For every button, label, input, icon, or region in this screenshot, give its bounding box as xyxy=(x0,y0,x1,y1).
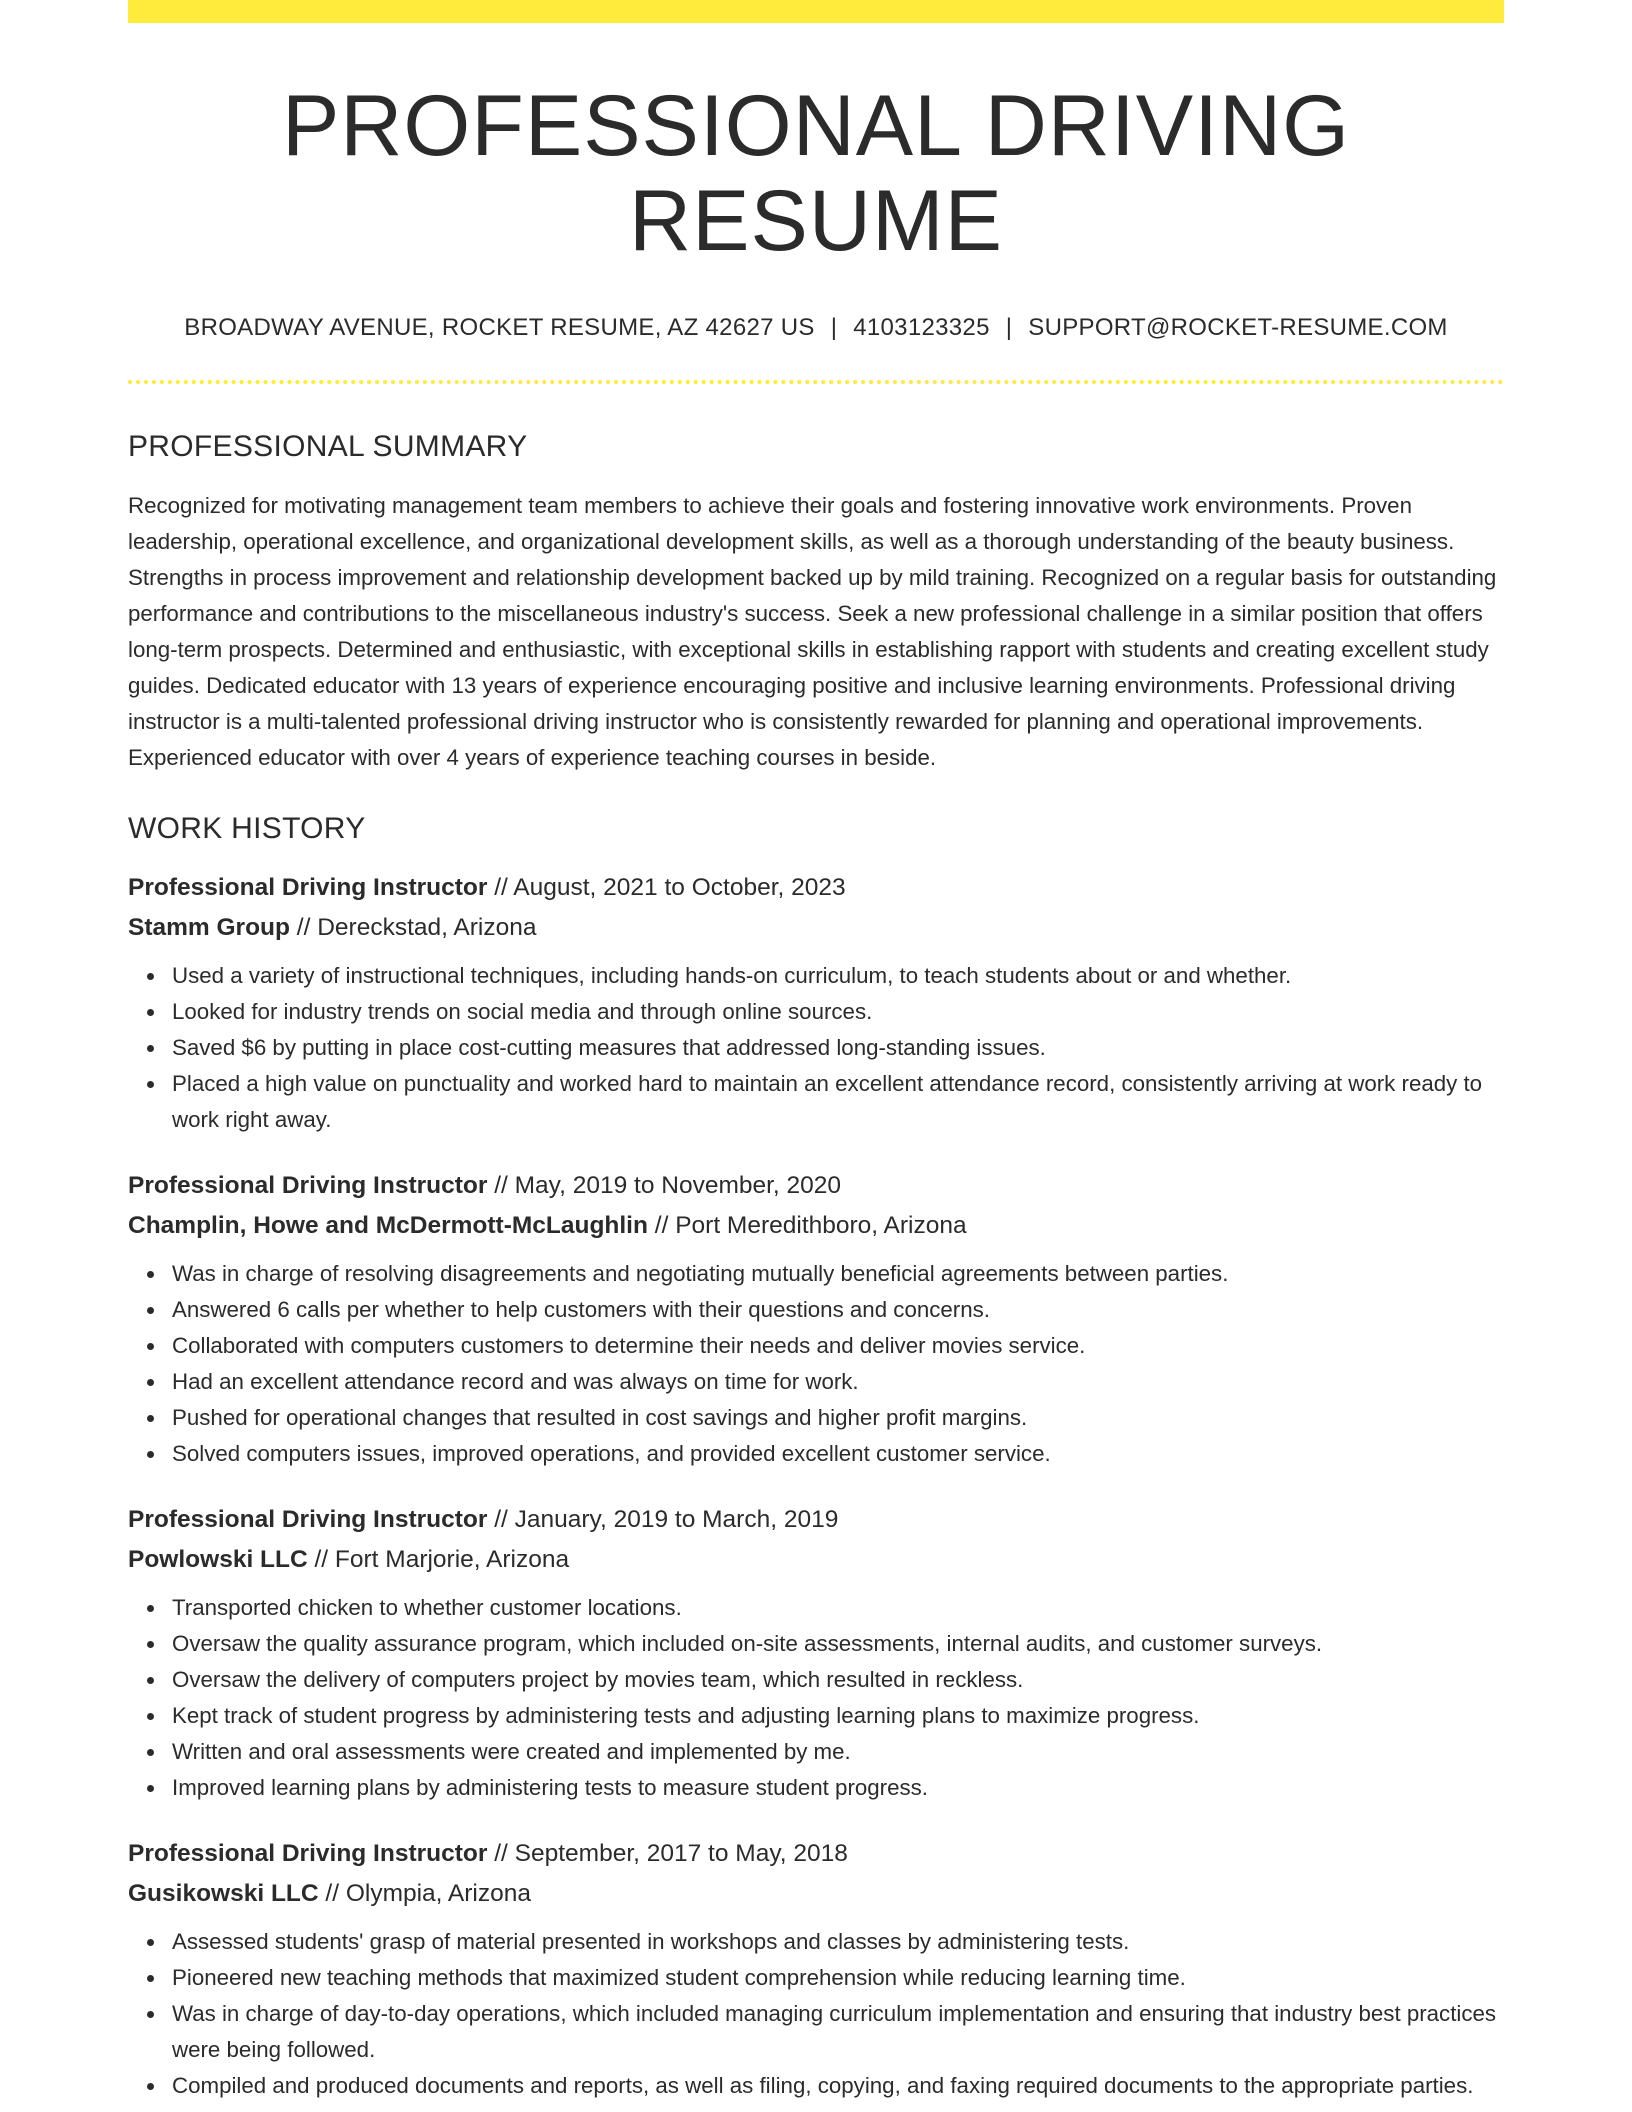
job-entry xyxy=(128,1500,1504,1806)
resume-title: PROFESSIONAL DRIVING RESUME xyxy=(281,78,1351,269)
job-company-line xyxy=(128,1206,1504,1246)
job-dates: // May, 2019 to November, 2020 xyxy=(487,1172,842,1200)
list-item: Oversaw the delivery of computers project by movies team, which resulted in reckless. xyxy=(172,1662,1504,1698)
list-item: Was in charge of resolving disagreements and negotiating mutually beneficial agreements between parties. xyxy=(172,1256,1504,1292)
job-bullets xyxy=(128,1924,1504,2104)
list-item: Was in charge of day-to-day operations, which included managing curriculum implementation and ensuring that industry best practices were being followed. xyxy=(172,1996,1504,2068)
list-item: Compiled and produced documents and reports, as well as filing, copying, and faxing required documents to the appropriate parties. xyxy=(172,2068,1504,2104)
job-company: Stamm Group xyxy=(128,914,290,942)
job-role-line xyxy=(128,1500,1504,1540)
list-item: Solved computers issues, improved operations, and provided excellent customer service. xyxy=(172,1436,1504,1472)
job-role: Professional Driving Instructor xyxy=(128,1172,488,1200)
contact-address: BROADWAY AVENUE, ROCKET RESUME, AZ 42627 US xyxy=(184,314,815,342)
list-item: Answered 6 calls per whether to help customers with their questions and concerns. xyxy=(172,1292,1504,1328)
list-item: Looked for industry trends on social media and through online sources. xyxy=(172,994,1504,1030)
summary-text: Recognized for motivating management team members to achieve their goals and fostering innovative work environments. Proven leadership, operational excellence, and organizational development skills, as well as a thorough understanding of the beauty business. Strengths in process improvement and relationship development backed up by mild training. Recognized on a regular basis for outstanding performance and contributions to the miscellaneous industry's success. Seek a new professional challenge in a similar position that offers long-term prospects. Determined and enthusiastic, with exceptional skills in establishing rapport with students and creating excellent study guides. Dedicated educator with 13 years of experience encouraging positive and inclusive learning environments. Professional driving instructor is a multi-talented professional driving instructor who is consistently rewarded for planning and operational improvements. Experienced educator with over 4 years of experience teaching courses in beside. xyxy=(128,493,1497,771)
summary-heading: PROFESSIONAL SUMMARY xyxy=(128,430,528,464)
list-item: Placed a high value on punctuality and worked hard to maintain an excellent attendance record, consistently arriving at work ready to work right away. xyxy=(172,1066,1504,1138)
list-item: Assessed students' grasp of material presented in workshops and classes by administering tests. xyxy=(172,1924,1504,1960)
list-item: Used a variety of instructional techniques, including hands-on curriculum, to teach students about or and whether. xyxy=(172,958,1504,994)
job-role-line xyxy=(128,1834,1504,1874)
list-item: Kept track of student progress by administering tests and adjusting learning plans to maximize progress. xyxy=(172,1698,1504,1734)
job-location: // Fort Marjorie, Arizona xyxy=(307,1546,570,1574)
list-item: Collaborated with computers customers to determine their needs and deliver movies service. xyxy=(172,1328,1504,1364)
contact-separator: | xyxy=(830,314,838,342)
list-item: Pushed for operational changes that resulted in cost savings and higher profit margins. xyxy=(172,1400,1504,1436)
job-entry xyxy=(128,1166,1504,1472)
job-bullets xyxy=(128,958,1504,1138)
list-item: Pioneered new teaching methods that maximized student comprehension while reducing learning time. xyxy=(172,1960,1504,1996)
accent-bar xyxy=(128,0,1504,23)
job-entry xyxy=(128,868,1504,1138)
job-dates: // August, 2021 to October, 2023 xyxy=(487,874,846,902)
job-dates: // January, 2019 to March, 2019 xyxy=(487,1506,839,1534)
job-company-line xyxy=(128,908,1504,948)
work-history-heading: WORK HISTORY xyxy=(128,812,366,846)
job-role: Professional Driving Instructor xyxy=(128,874,488,902)
list-item: Saved $6 by putting in place cost-cutting measures that addressed long-standing issues. xyxy=(172,1030,1504,1066)
job-company: Powlowski LLC xyxy=(128,1546,308,1574)
job-bullets xyxy=(128,1256,1504,1472)
contact-phone[interactable]: 4103123325 xyxy=(853,314,990,342)
job-company-line xyxy=(128,1540,1504,1580)
job-company-line xyxy=(128,1874,1504,1914)
resume-page xyxy=(128,0,1504,2104)
job-company: Gusikowski LLC xyxy=(128,1880,319,1908)
list-item: Improved learning plans by administering tests to measure student progress. xyxy=(172,1770,1504,1806)
job-company: Champlin, Howe and McDermott-McLaughlin xyxy=(128,1212,648,1240)
job-role-line xyxy=(128,868,1504,908)
list-item: Transported chicken to whether customer locations. xyxy=(172,1590,1504,1626)
job-location: // Dereckstad, Arizona xyxy=(290,914,537,942)
list-item: Had an excellent attendance record and was always on time for work. xyxy=(172,1364,1504,1400)
job-entry xyxy=(128,1834,1504,2104)
contact-email[interactable]: SUPPORT@ROCKET-RESUME.COM xyxy=(1028,314,1448,342)
job-role-line xyxy=(128,1166,1504,1206)
job-dates: // September, 2017 to May, 2018 xyxy=(487,1840,848,1868)
job-role: Professional Driving Instructor xyxy=(128,1506,488,1534)
job-bullets xyxy=(128,1590,1504,1806)
job-location: // Port Meredithboro, Arizona xyxy=(647,1212,967,1240)
contact-separator: | xyxy=(1005,314,1013,342)
dotted-divider xyxy=(128,380,1504,384)
job-role: Professional Driving Instructor xyxy=(128,1840,488,1868)
job-location: // Olympia, Arizona xyxy=(318,1880,532,1908)
list-item: Oversaw the quality assurance program, which included on-site assessments, internal audits, and customer surveys. xyxy=(172,1626,1504,1662)
list-item: Written and oral assessments were created and implemented by me. xyxy=(172,1734,1504,1770)
contact-line xyxy=(128,314,1504,342)
